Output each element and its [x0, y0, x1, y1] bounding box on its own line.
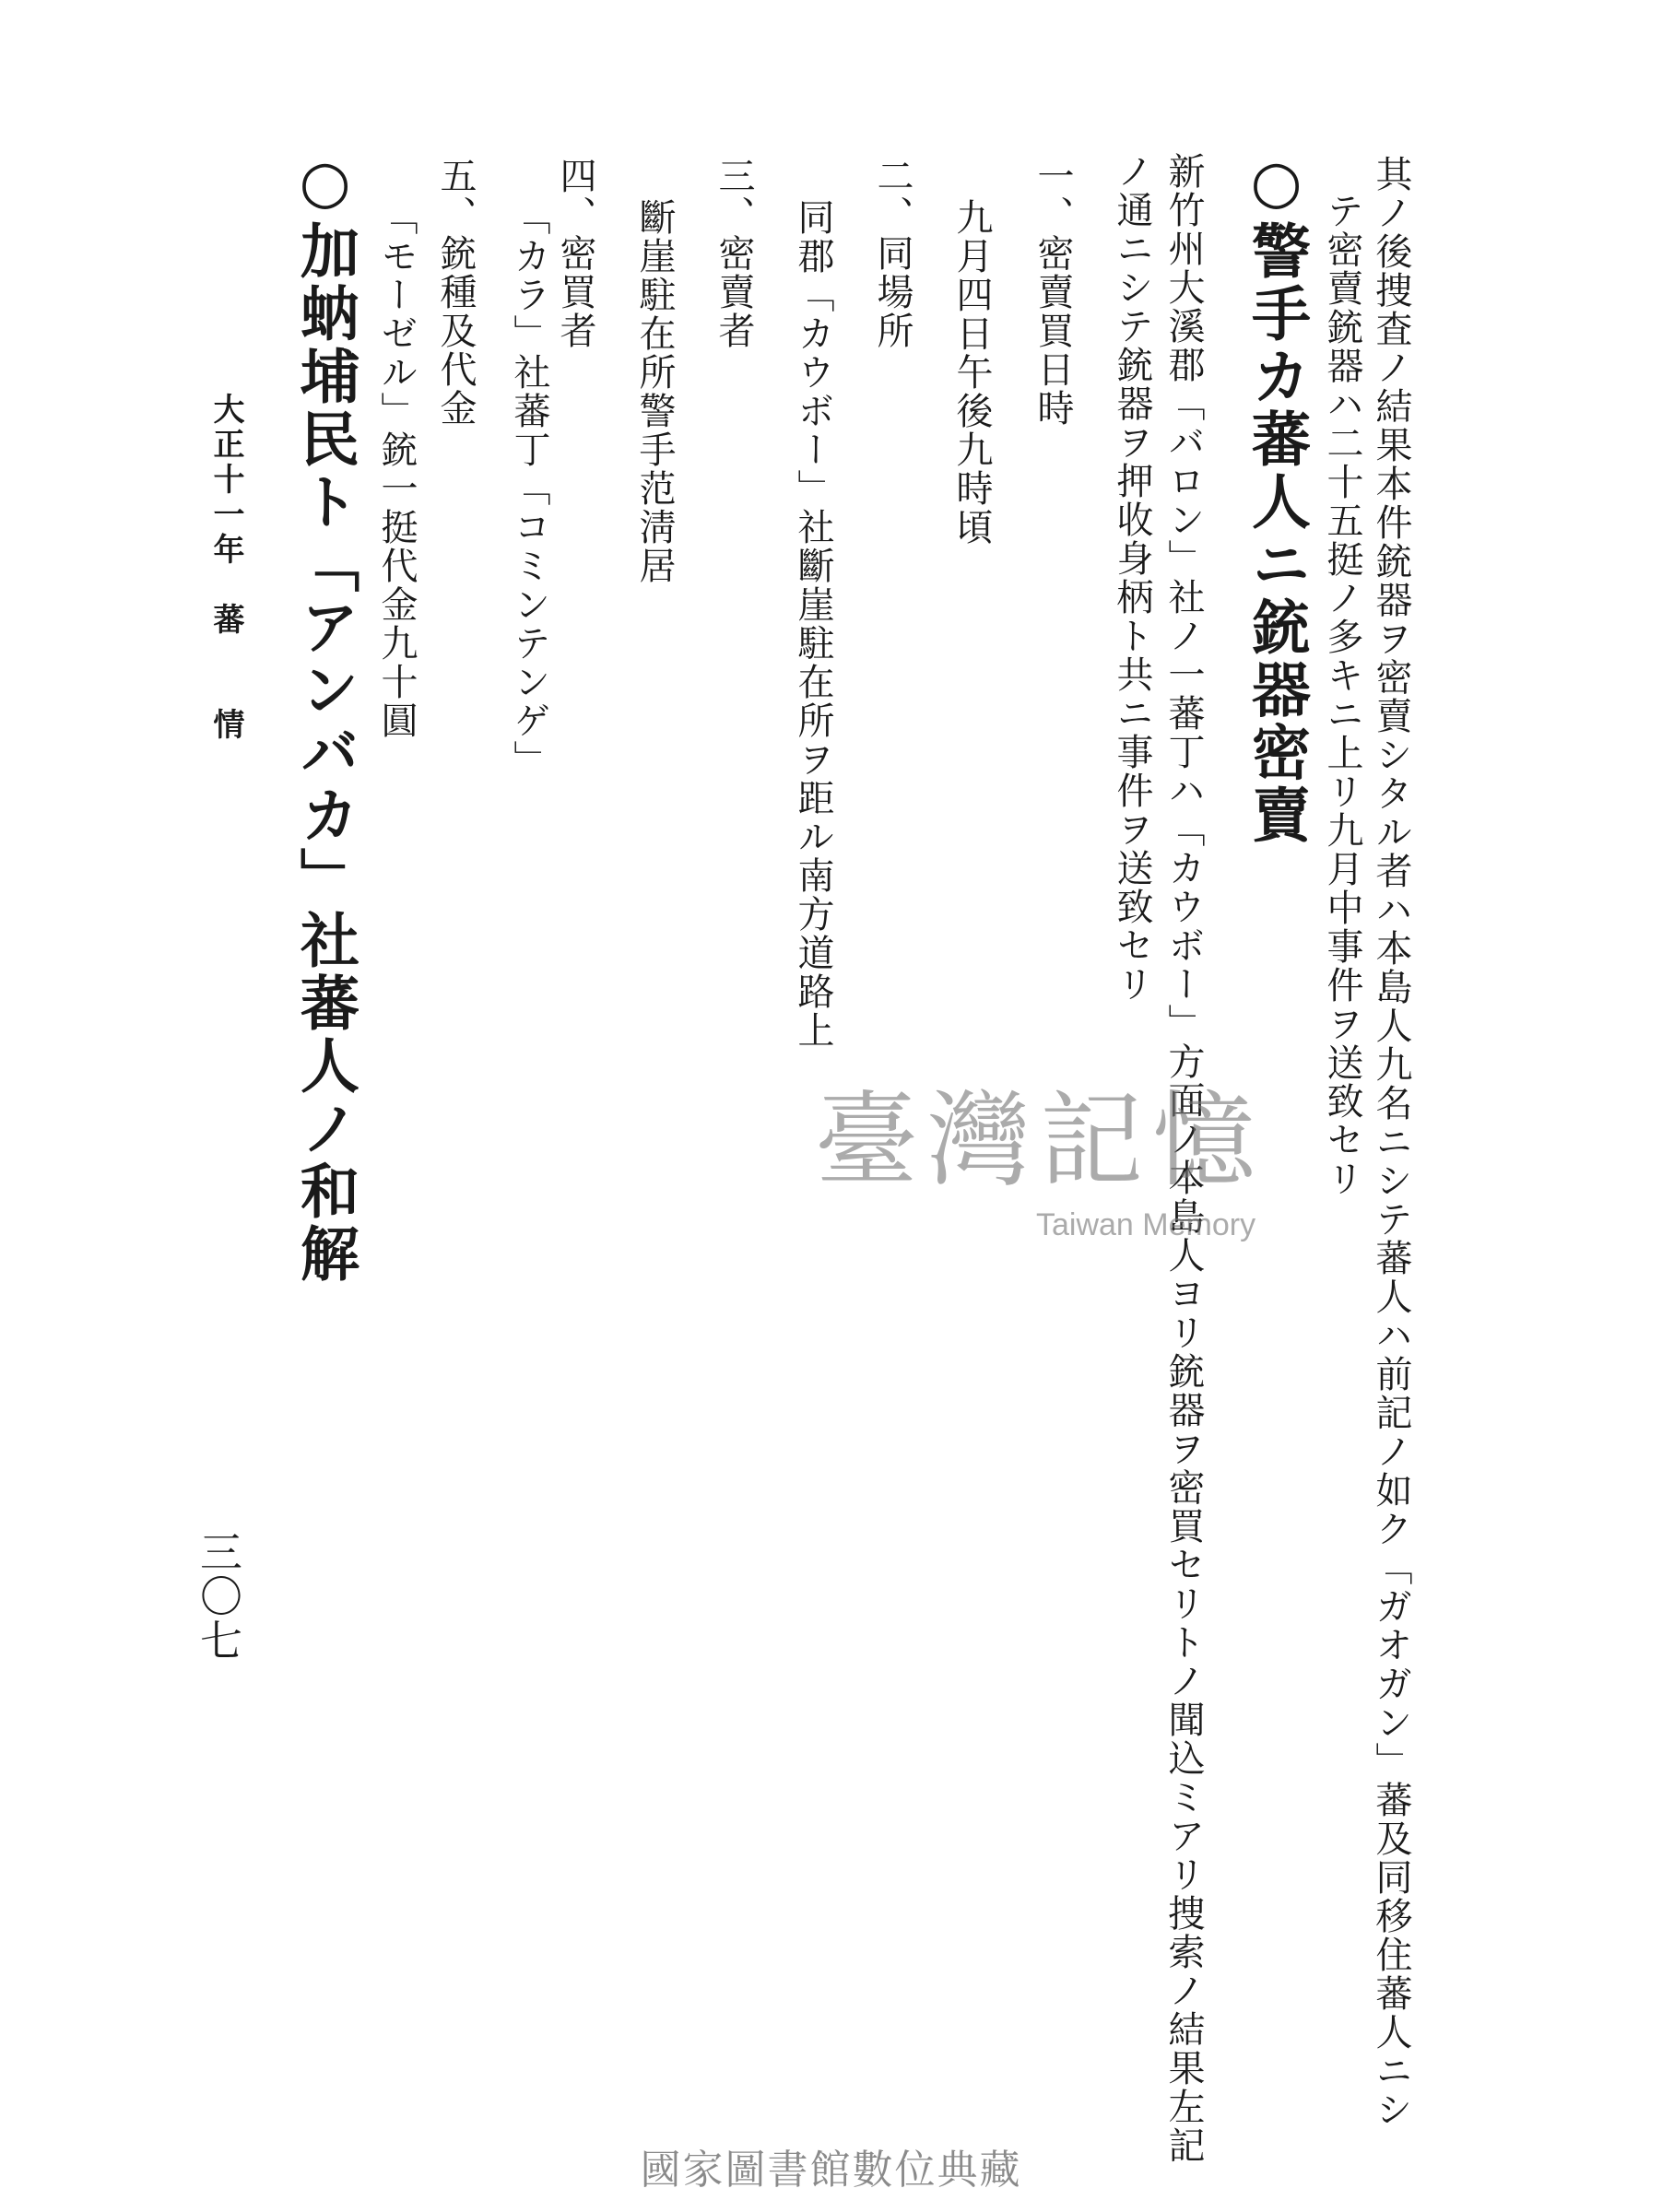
- watermark: [815, 1058, 1294, 1270]
- list-item-value-1: 九月四日午後九時頃: [950, 198, 993, 547]
- page-number: 三〇七: [194, 1530, 243, 1663]
- list-item-label-5: 五、銃種及代金: [434, 157, 477, 428]
- list-item-value-5: 「モーゼル」銃一挺代金九十圓: [375, 198, 418, 740]
- text-column-4: 新竹州大溪郡「バロン」社ノ一蕃丁ハ「カウボー」方面ノ本島人ヨリ銃器ヲ密買セリトノ聞込ミアリ捜索ノ結果左記: [1162, 152, 1205, 2165]
- list-item-value-3: 斷崖駐在所警手范淸居: [633, 198, 676, 585]
- watermark-english: Taiwan Memory: [1036, 1207, 1256, 1242]
- text-column-5: ノ通ニシテ銃器ヲ押收身柄ト共ニ事件ヲ送致セリ: [1111, 152, 1153, 1004]
- list-item-label-1: 一、密賣買日時: [1031, 157, 1074, 428]
- list-item-label-3: 三、密賣者: [713, 157, 755, 350]
- section-heading-2: ○加蚋埔民ト「アンバカ」社蕃人ノ和解: [290, 147, 360, 1286]
- text-column-1: 其ノ後捜査ノ結果本件銃器ヲ密賣シタル者ハ本島人九名ニシテ蕃人ハ前記ノ如ク「ガオガン」蕃及同移住蕃人ニシ: [1370, 155, 1412, 2129]
- list-item-value-2: 同郡「カウボー」社斷崖駐在所ヲ距ル南方道路上: [792, 198, 834, 1050]
- list-item-label-4: 四、密買者: [554, 157, 596, 350]
- running-header-title: 大正十一年 蕃 情: [207, 393, 244, 743]
- list-item-label-2: 二、同場所: [871, 157, 914, 350]
- list-item-value-4: 「カラ」社蕃丁「コミンテンゲ」: [508, 198, 550, 779]
- text-column-2: テ密賣銃器ハ二十五挺ノ多キニ上リ九月中事件ヲ送致セリ: [1321, 192, 1363, 1198]
- watermark-chinese: 臺灣記憶: [815, 1081, 1265, 1201]
- archive-caption: 國家圖書館數位典藏: [640, 2147, 1022, 2194]
- section-heading-1: ○警手カ蕃人ニ銃器密賣: [1242, 147, 1311, 847]
